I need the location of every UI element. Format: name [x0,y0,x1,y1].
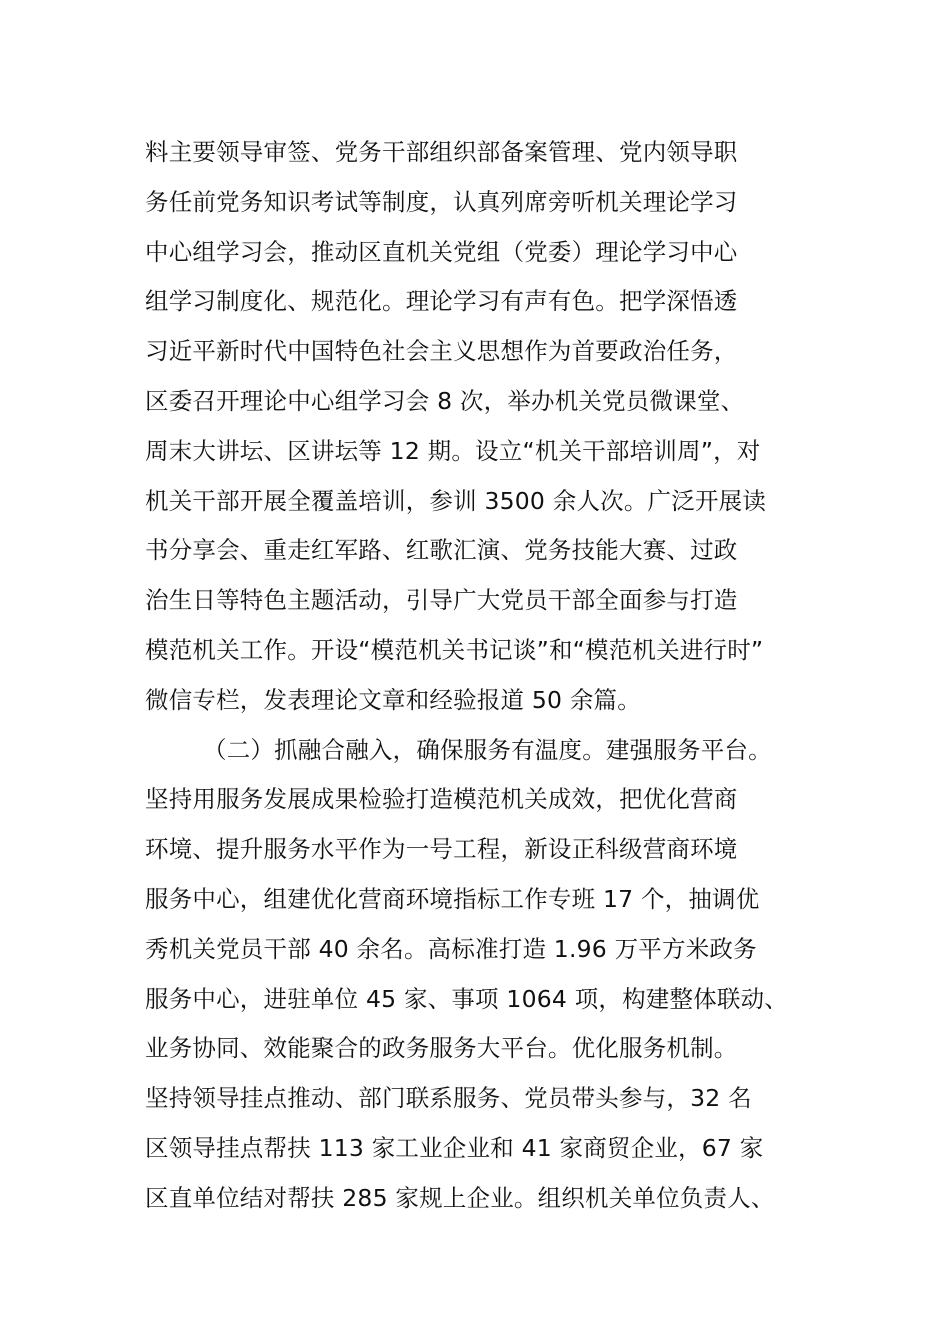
body-text [145,128,845,1224]
text-line: 料主要领导审签、党务干部组织部备案管理、党内领导职 [145,138,738,166]
text-line: 治生日等特色主题活动，引导广大党员干部全面参与打造 [145,586,738,615]
text-line: 组学习制度化、规范化。理论学习有声有色。把学深悟透 [145,287,738,316]
text-line: 坚持用服务发展成果检验打造模范机关成效，把优化营商 [145,785,738,814]
text-line: 书分享会、重走红军路、红歌汇演、党务技能大赛、过政 [145,536,738,565]
text-line: 模范机关工作。开设“模范机关书记谈”和“模范机关进行时” [145,635,764,664]
text-line: 区领导挂点帮扶 113 家工业企业和 41 家商贸企业，67 家 [145,1133,764,1162]
text-line: 机关干部开展全覆盖培训，参训 3500 余人次。广泛开展读 [145,486,767,515]
text-line: 业务协同、效能聚合的政务服务大平台。优化服务机制。 [145,1034,738,1063]
text-line: 环境、提升服务水平作为一号工程，新设正科级营商环境 [145,835,738,864]
text-line: 中心组学习会，推动区直机关党组（党委）理论学习中心 [145,237,738,266]
text-line: 微信专栏，发表理论文章和经验报道 50 余篇。 [145,685,641,714]
text-line: 坚持领导挂点推动、部门联系服务、党员带头参与，32 名 [145,1084,752,1113]
text-line: 周末大讲坛、区讲坛等 12 期。设立“机关干部培训周”，对 [145,436,761,465]
text-line: 区直单位结对帮扶 285 家规上企业。组织机关单位负责人、 [145,1183,775,1212]
text-line: 务任前党务知识考试等制度，认真列席旁听机关理论学习 [145,187,738,216]
section-heading-line: （二）抓融合融入，确保服务有温度。建强服务平台。 [203,735,772,764]
text-line: 习近平新时代中国特色社会主义思想作为首要政治任务， [145,337,738,366]
text-line: 区委召开理论中心组学习会 8 次，举办机关党员微课堂、 [145,386,745,415]
text-line: 秀机关党员干部 40 余名。高标准打造 1.96 万平方米政务 [145,934,757,963]
text-line: 服务中心，组建优化营商环境指标工作专班 17 个，抽调优 [145,884,760,913]
text-line: 服务中心，进驻单位 45 家、事项 1064 项，构建整体联动、 [145,984,788,1013]
